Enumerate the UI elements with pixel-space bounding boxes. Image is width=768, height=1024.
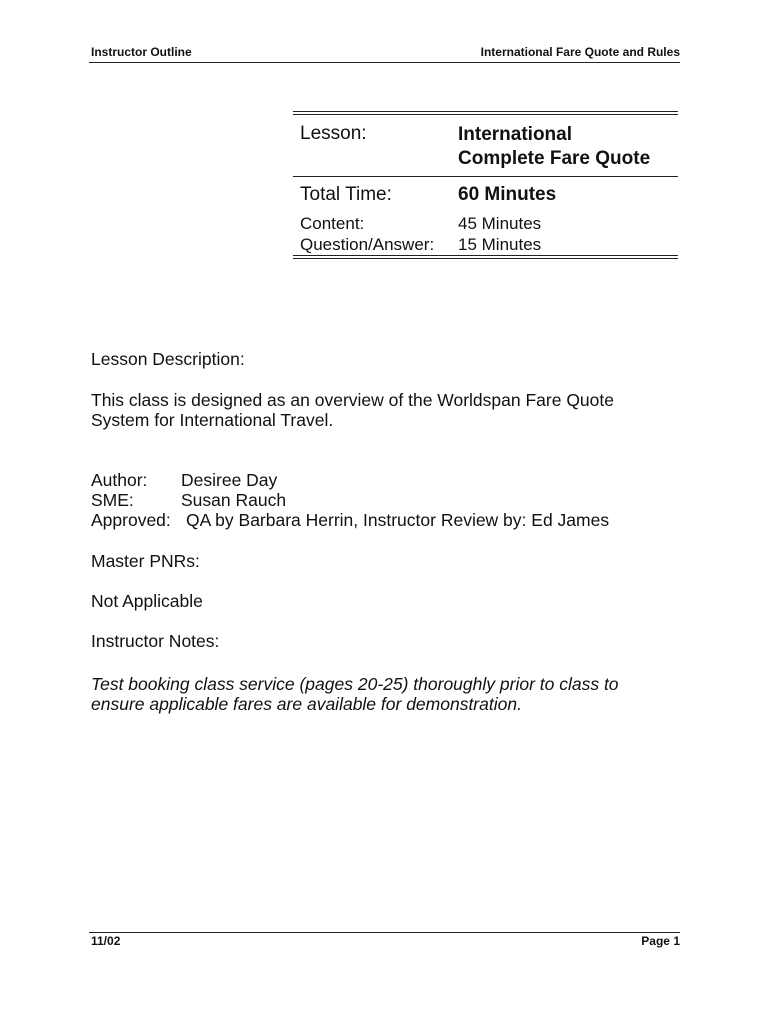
page-footer bbox=[91, 934, 680, 951]
author-label: Author: bbox=[91, 470, 148, 490]
content-value: 45 Minutes bbox=[458, 214, 542, 233]
approved-label: Approved: bbox=[91, 510, 171, 530]
footer-rule bbox=[89, 932, 680, 933]
lesson-title-line2: Complete Fare Quote bbox=[458, 148, 651, 169]
lesson-label: Lesson: bbox=[300, 123, 367, 144]
instructor-notes-heading: Instructor Notes: bbox=[91, 631, 220, 651]
lesson-info-table bbox=[293, 111, 678, 259]
header-right-title: International Fare Quote and Rules bbox=[480, 45, 680, 59]
description-paragraph bbox=[91, 390, 614, 430]
total-time-value: 60 Minutes bbox=[458, 184, 557, 205]
sme-label: SME: bbox=[91, 490, 134, 510]
table-bottom-rule bbox=[293, 255, 678, 259]
sme-value: Susan Rauch bbox=[181, 490, 287, 510]
notes-line1: Test booking class service (pages 20-25) thoroughly prior to class to bbox=[91, 674, 619, 694]
total-time-label: Total Time: bbox=[300, 184, 392, 205]
page-header bbox=[91, 45, 680, 62]
content-label: Content: bbox=[300, 214, 365, 233]
approved-value: QA by Barbara Herrin, Instructor Review by: Ed James bbox=[186, 510, 610, 530]
description-line1: This class is designed as an overview of the Worldspan Fare Quote bbox=[91, 390, 614, 410]
description-line2: System for International Travel. bbox=[91, 410, 334, 430]
footer-date: 11/02 bbox=[91, 934, 121, 948]
instructor-notes-text bbox=[91, 674, 619, 714]
header-left-title: Instructor Outline bbox=[91, 45, 192, 59]
lesson-title bbox=[458, 123, 650, 171]
description-heading: Lesson Description: bbox=[91, 349, 245, 369]
time-rows bbox=[293, 177, 678, 255]
page-number: Page 1 bbox=[641, 934, 680, 948]
master-pnrs-value: Not Applicable bbox=[91, 591, 203, 611]
author-value: Desiree Day bbox=[181, 470, 278, 490]
qa-label: Question/Answer: bbox=[300, 235, 435, 254]
lesson-title-line1: International bbox=[458, 124, 573, 145]
lesson-row bbox=[293, 115, 678, 176]
notes-line2: ensure applicable fares are available for demonstration. bbox=[91, 694, 522, 714]
master-pnrs-heading: Master PNRs: bbox=[91, 551, 200, 571]
header-rule bbox=[89, 62, 680, 63]
qa-value: 15 Minutes bbox=[458, 235, 542, 254]
